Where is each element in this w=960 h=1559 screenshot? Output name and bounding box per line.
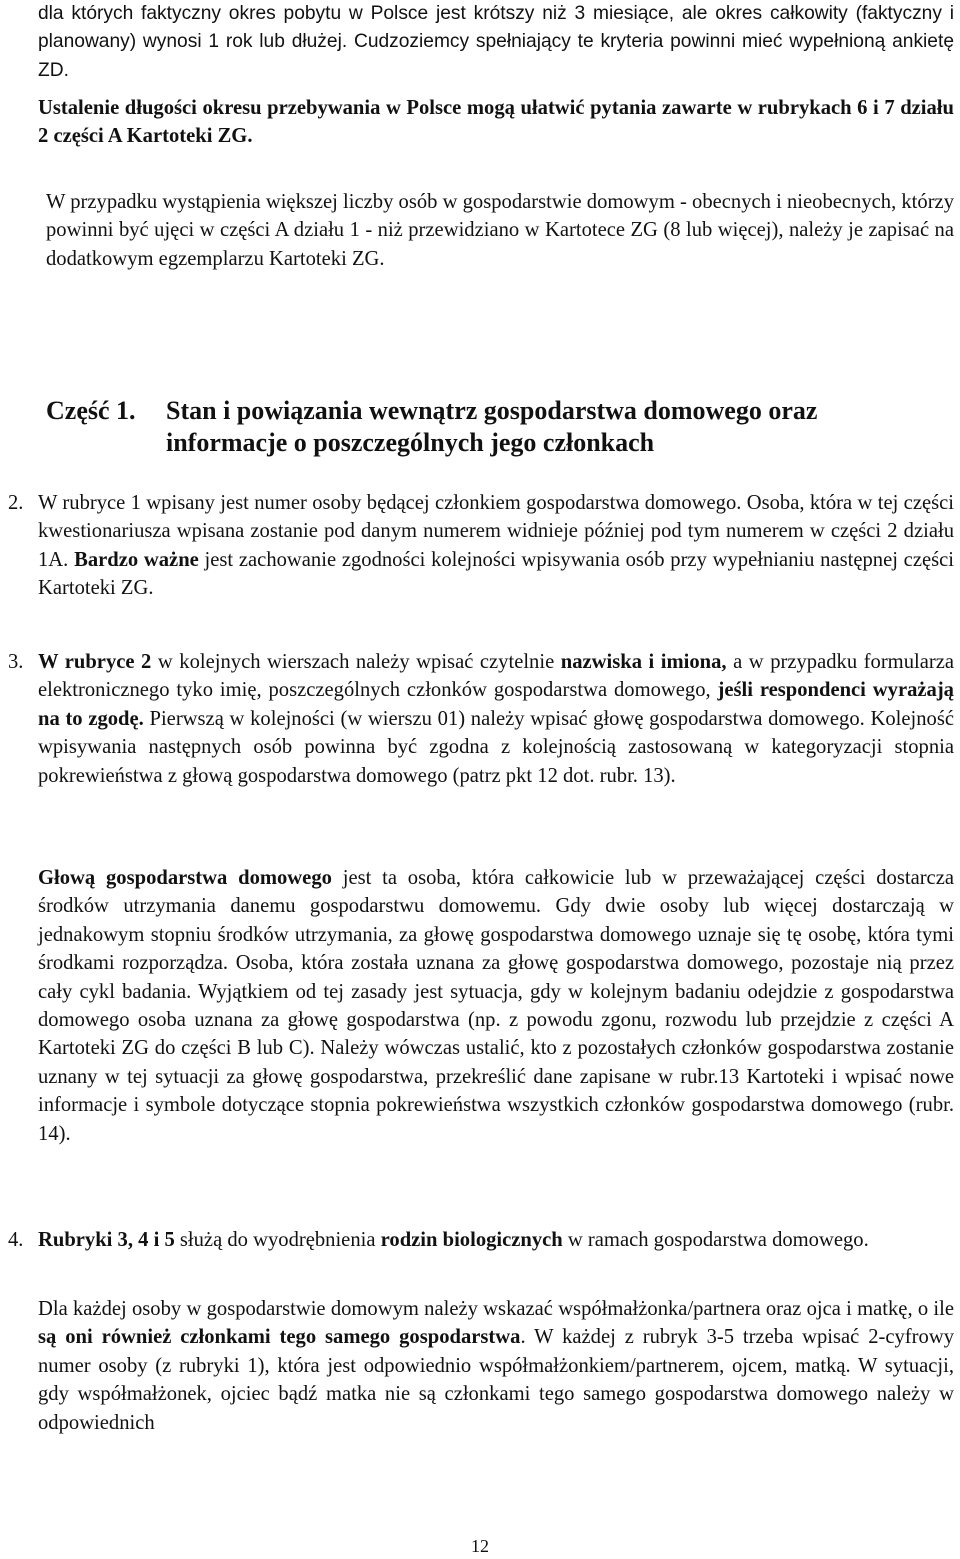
list-item-text: W rubryce 2 w kolejnych wierszach należy wpisać czytelnie nazwiska i imiona, a w przypadku formularza elektronicznego tyko imię, poszczególnych członków gospodarstwa domowego, jeśli respondenci wyrażają na to zgodę. Pierwszą w kolejności (w wierszu 01) należy wpisać głowę gospodarstwa domowego. Kolejność wpisywania następnych osób powinna być zgodna z kolejnością zastosowaną w kategoryzacji stopnia pokrewieństwa z głową gospodarstwa domowego (patrz pkt 12 dot. rubr. 13). bbox=[38, 651, 954, 787]
list-item-3 bbox=[8, 648, 954, 790]
list-item-number: 3. bbox=[8, 651, 24, 673]
household-head-paragraph: Głową gospodarstwa domowego jest ta osoba, która całkowicie lub w przeważającej części dostarcza środków utrzymania danemu gospodarstwu domowemu. Gdy dwie osoby lub więcej dostarczają w jednakowym stopniu środków utrzymania, za głowę gospodarstwa domowego uznaje się tę osobę, która tymi środkami rozporządza. Osoba, która została uznana za głowę gospodarstwa domowego, pozostaje nią przez cały cykl badania. Wyjątkiem od tej zasady jest sytuacja, gdy w kolejnym badaniu odejdzie z gospodarstwa domowego osoba uznana za głowę gospodarstwa (np. z powodu zgonu, rozwodu lub przejdzie z części A Kartoteki ZG do części B lub C). Należy wówczas ustalić, kto z pozostałych członków gospodarstwa zostanie uznany w tej sytuacji za głowę gospodarstwa, przekreślić dane zapisane w rubr.13 Kartoteki i wpisać nowe informacje i symbole dotyczące stopnia pokrewieństwa wszystkich członków gospodarstwa domowego (rubr. 14). bbox=[38, 867, 954, 1145]
list-item-number: 4. bbox=[8, 1229, 24, 1251]
list-item-text: Rubryki 3, 4 i 5 służą do wyodrębnienia rodzin biologicznych w ramach gospodarstwa domowego. bbox=[38, 1229, 869, 1251]
list-item-4 bbox=[8, 1226, 954, 1254]
list-item-number: 2. bbox=[8, 492, 24, 514]
extra-persons-paragraph: W przypadku wystąpienia większej liczby osób w gospodarstwie domowym - obecnych i nieobecnych, którzy powinni być ujęci w części A działu 1 - niż przewidziano w Kartotece ZG (8 lub więcej), należy je zapisać na dodatkowym egzemplarzu Kartoteki ZG. bbox=[46, 191, 954, 270]
intro-paragraph: dla których faktyczny okres pobytu w Polsce jest krótszy niż 3 miesiące, ale okres całkowity (faktyczny i planowany) wynosi 1 rok lub dłużej. Cudzoziemcy spełniający te kryteria powinni mieć wypełnioną ankietę ZD. bbox=[38, 3, 954, 81]
section-title-line1: Stan i powiązania wewnątrz gospodarstwa domowego oraz bbox=[166, 396, 818, 425]
page-number: 12 bbox=[471, 1536, 489, 1556]
spouse-parents-paragraph: Dla każdej osoby w gospodarstwie domowym należy wskazać współmałżonka/partnera oraz ojca i matkę, o ile są oni również członkami tego samego gospodarstwa. W każdej z rubryk 3-5 trzeba wpisać 2-cyfrowy numer osoby (z rubryki 1), która jest odpowiednio współmałżonkiem/partnerem, ojcem, matką. W sytuacji, gdy współmałżonek, ojciec bądź matka nie są członkami tego samego gospodarstwa domowego należy w odpowiednich bbox=[38, 1298, 954, 1434]
list-item-text: W rubryce 1 wpisany jest numer osoby będącej członkiem gospodarstwa domowego. Osoba, która w tej części kwestionariusza wpisana zostanie pod danym numerem widnieje później pod tym numerem w części 2 działu 1A. Bardzo ważne jest zachowanie zgodności kolejności wpisywania osób przy wypełnianiu następnej części Kartoteki ZG. bbox=[38, 492, 954, 600]
section-number: Część 1. bbox=[46, 396, 136, 425]
duration-hint-paragraph: Ustalenie długości okresu przebywania w Polsce mogą ułatwić pytania zawarte w rubrykach 6 i 7 działu 2 części A Kartoteki ZG. bbox=[38, 97, 954, 148]
section-title-line2: informacje o poszczególnych jego członkach bbox=[166, 428, 655, 457]
section-heading bbox=[46, 395, 956, 459]
list-item-2 bbox=[8, 489, 954, 603]
